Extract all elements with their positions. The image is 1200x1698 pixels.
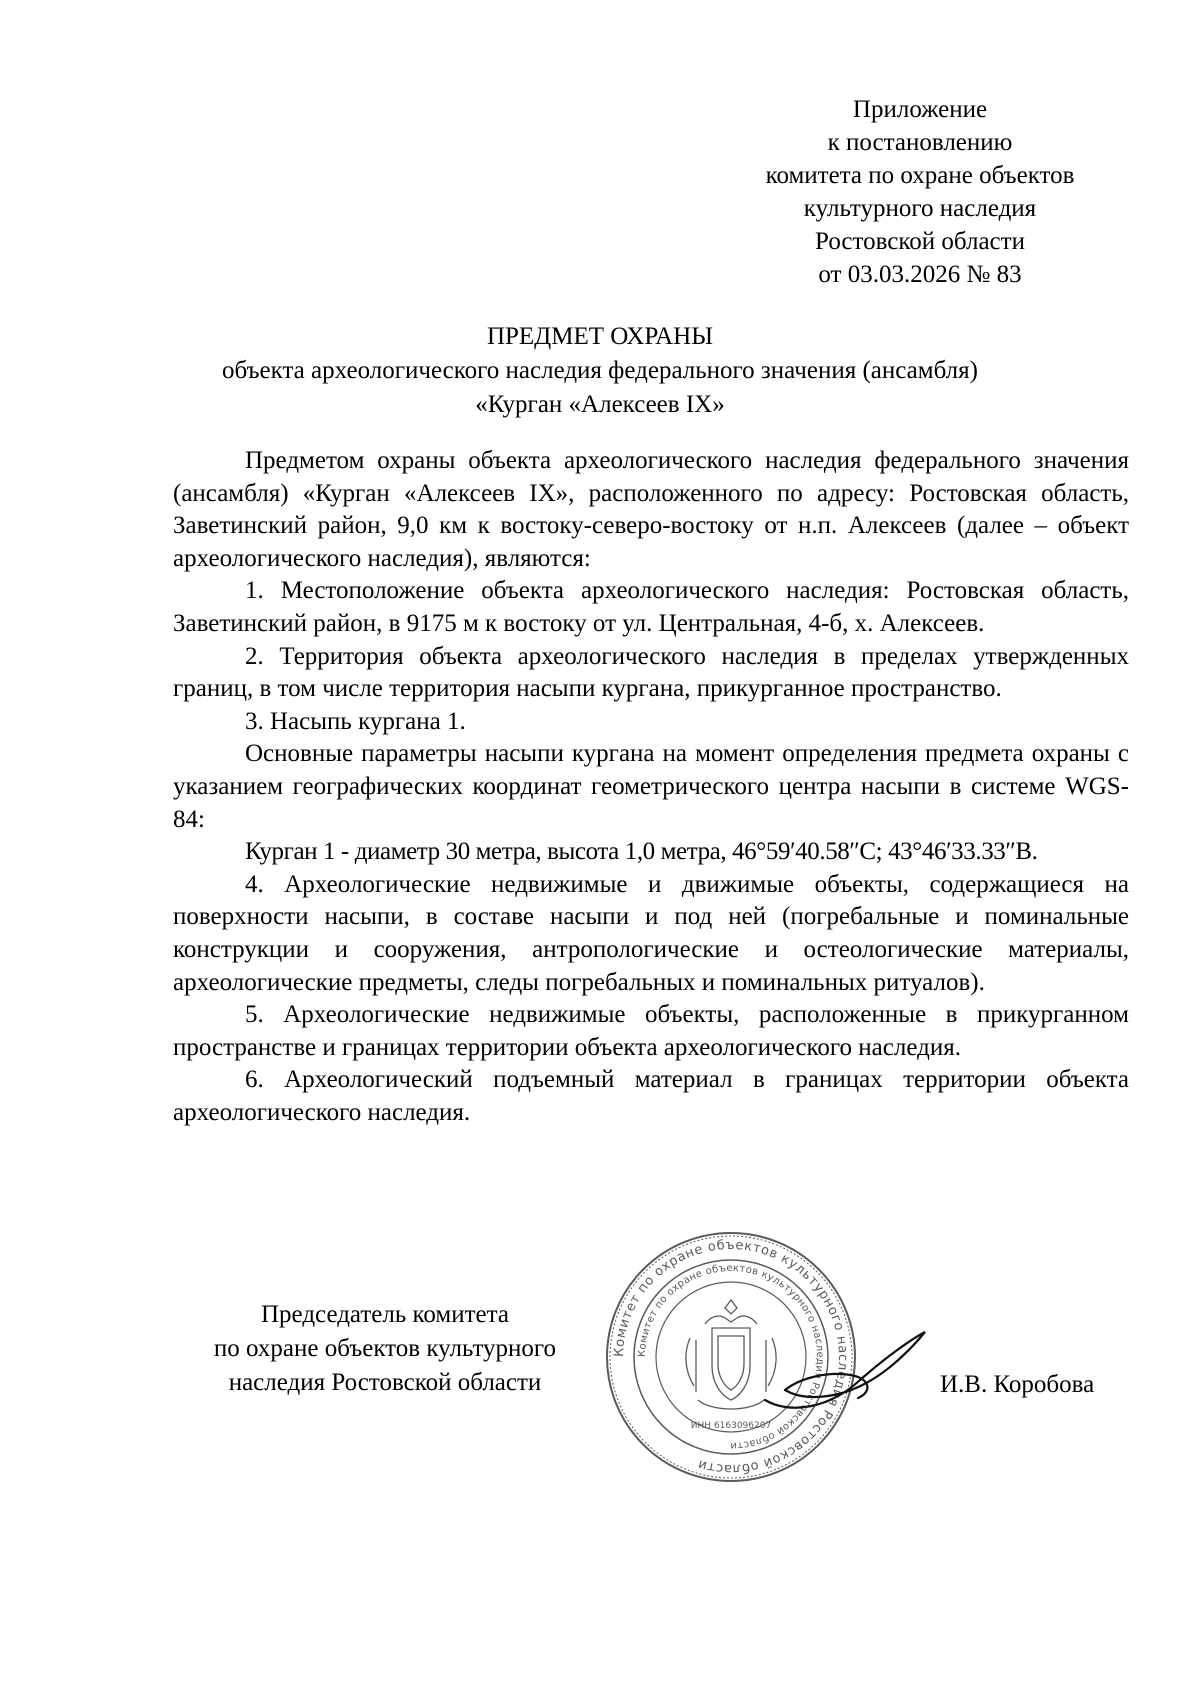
- appendix-line: к постановлению: [827, 129, 1013, 156]
- item-3-mound: 3. Насыпь кургана 1.: [245, 707, 466, 735]
- signer-position: [185, 1298, 585, 1400]
- appendix-line: Приложение: [852, 96, 988, 123]
- title-subtitle: объекта археологического наследия федерального значения (ансамбля): [222, 357, 978, 384]
- appendix-header: [720, 93, 1120, 291]
- appendix-line: Ростовской области: [815, 228, 1025, 255]
- handwritten-signature: [760, 1320, 930, 1430]
- item-2-territory: 2. Территория объекта археологического наследия в пределах утвержденных границ, в том числе территория насыпи кургана, прикурганное пространство.: [173, 642, 1129, 703]
- title-heading: ПРЕДМЕТ ОХРАНЫ: [486, 323, 714, 350]
- seal-inn-text: ИНН 6163096207: [690, 1421, 772, 1431]
- appendix-line: культурного наследия: [803, 195, 1037, 222]
- document-body: [173, 445, 1129, 1129]
- item-5-objects: 5. Археологические недвижимые объекты, расположенные в прикурганном пространстве и границах территории объекта археологического наследия.: [173, 1001, 1129, 1061]
- appendix-line: комитета по охране объектов: [765, 162, 1075, 189]
- params-paragraph: Основные параметры насыпи кургана на момент определения предмета охраны с указанием географических координат геометрического центра насыпи в системе WGS-84:: [173, 740, 1129, 833]
- item-1-location: 1. Местоположение объекта археологического наследия: Ростовская область, Заветинский район, в 9175 м к востоку от ул. Центральная, 4-б, х. Алексеев.: [173, 577, 1129, 637]
- signer-name: И.В. Коробова: [940, 1371, 1095, 1398]
- item-4-objects: 4. Археологические недвижимые и движимые объекты, содержащиеся на поверхности насыпи, в составе насыпи и под ней (погребальные и поминальные конструкции и сооружения, антропологические и остеологические материалы, археологические предметы, следы погребальных и поминальных ритуалов).: [173, 870, 1129, 996]
- title-object-name: «Курган «Алексеев IX»: [475, 391, 725, 418]
- appendix-date-number: от 03.03.2026 № 83: [818, 261, 1022, 288]
- seal-inner-text: Комитет по охране объектов культурного наследия Ростовской области: [636, 1262, 826, 1452]
- signer-position-line: по охране объектов культурного: [213, 1335, 557, 1362]
- item-6-material: 6. Археологический подъемный материал в границах территории объекта археологического наследия.: [173, 1066, 1129, 1126]
- signer-position-line: наследия Ростовской области: [228, 1369, 542, 1396]
- kurgan-1-coordinates: Курган 1 - диаметр 30 метра, высота 1,0 метра, 46°59′40.58″С; 43°46′33.33″В.: [245, 838, 1038, 866]
- signer-position-line: Председатель комитета: [261, 1301, 509, 1328]
- intro-paragraph: Предметом охраны объекта археологического наследия федерального значения (ансамбля) «Курган «Алексеев IX», расположенного по адресу: Ростовская область, Заветинский район, 9,0 км к востоку-северо-востоку от н.п. Алексеев (далее – объект археологического наследия), являются:: [173, 447, 1129, 572]
- seal-outer-text: Комитет по охране объектов культурного наследия Ростовской области: [611, 1237, 851, 1477]
- document-title: [160, 320, 1040, 422]
